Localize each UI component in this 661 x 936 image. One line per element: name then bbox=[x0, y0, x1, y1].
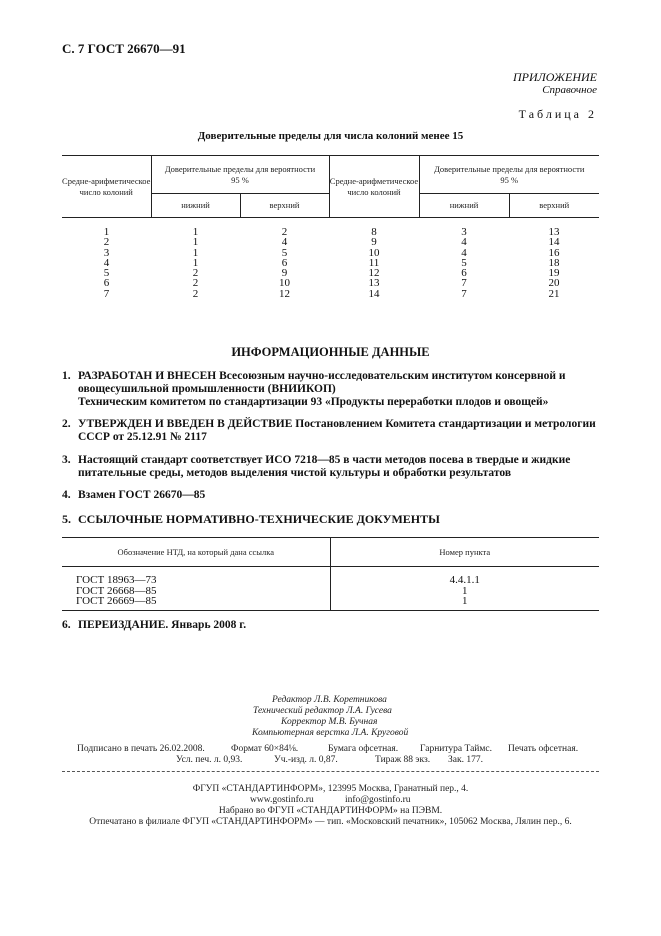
tech-editor: Технический редактор Л.А. Гусева bbox=[253, 706, 392, 716]
appendix-title: ПРИЛОЖЕНИЕ bbox=[513, 70, 597, 84]
table-row: ГОСТ 18963—73 4.4.1.1 bbox=[62, 575, 599, 586]
col-lower-right: нижний bbox=[419, 194, 509, 218]
table-row: 5 2 9 12 6 19 bbox=[103, 267, 560, 280]
col-doc: Обозначение НТД, на который дана ссылка bbox=[62, 538, 330, 567]
table2-caption: Доверительные пределы для числа колоний менее 15 bbox=[197, 130, 464, 142]
printed-note: Отпечатано в филиале ФГУП «СТАНДАРТИНФОРМ» — тип. «Московский печатник», 105062 Москва, Лялин пер., 6. bbox=[89, 817, 572, 827]
table-label: Таблица 2 bbox=[518, 107, 597, 121]
signed-date: Подписано в печать 26.02.2008. bbox=[77, 744, 205, 754]
info-item-2: 2. УТВЕРЖДЕН И ВВЕДЕН В ДЕЙСТВИЕ Постановлением Комитета стандартизации и метрологии СССР от 25.12.91 № 2117 bbox=[62, 418, 596, 443]
table2 bbox=[62, 155, 599, 299]
info-item-1: 1. РАЗРАБОТАН И ВНЕСЕН Всесоюзным научно-исследовательским институтом консервной и овощесушильной промышленности (ВНИИКОП) Техническим комитетом по стандартизации 93 «Продукты переработки плодов и овощей» bbox=[62, 370, 566, 408]
col-upper-right: верхний bbox=[509, 194, 599, 218]
info-item-4: 4. Взамен ГОСТ 26670—85 bbox=[62, 489, 206, 501]
col-lower-left: нижний bbox=[151, 194, 240, 218]
col-point: Номер пункта bbox=[439, 547, 491, 557]
col-upper-left: верхний bbox=[240, 194, 329, 218]
corrector: Корректор М.В. Бучная bbox=[281, 717, 378, 727]
appendix-subtitle: Справочное bbox=[542, 84, 597, 96]
email: info@gostinfo.ru bbox=[345, 795, 411, 805]
imprint-divider bbox=[62, 771, 599, 772]
zakaz: Зак. 177. bbox=[448, 755, 483, 765]
format: Формат 60×84⅛. bbox=[231, 744, 299, 754]
layout-designer: Компьютерная верстка Л.А. Круговой bbox=[252, 728, 409, 738]
table-row: ГОСТ 26668—85 1 bbox=[62, 586, 599, 597]
editor: Редактор Л.В. Коретникова bbox=[272, 695, 387, 705]
table-row: 2 1 4 9 4 14 bbox=[103, 236, 560, 249]
page-header: С. 7 ГОСТ 26670—91 bbox=[62, 41, 186, 56]
ref-table bbox=[62, 537, 599, 611]
table-row: ГОСТ 26669—85 1 bbox=[62, 596, 599, 611]
tirazh: Тираж 88 экз. bbox=[375, 755, 431, 765]
col-limits-right: Доверительные пределы для вероятности 95 % bbox=[419, 156, 599, 194]
table-row: 3 1 5 10 4 16 bbox=[103, 246, 560, 259]
org-address: ФГУП «СТАНДАРТИНФОРМ», 123995 Москва, Гранатный пер., 4. bbox=[192, 784, 469, 794]
table-row: 7 2 12 14 7 21 bbox=[103, 287, 560, 300]
typeset-note: Набрано во ФГУП «СТАНДАРТИНФОРМ» на ПЭВМ. bbox=[218, 806, 443, 816]
info-item-5: 5. ССЫЛОЧНЫЕ НОРМАТИВНО-ТЕХНИЧЕСКИЕ ДОКУМЕНТЫ bbox=[62, 512, 440, 526]
website: www.gostinfo.ru bbox=[250, 795, 314, 805]
table-row: 1 1 2 8 3 13 bbox=[103, 226, 560, 238]
typeface: Гарнитура Таймс. bbox=[420, 744, 492, 754]
col-mean-left: Средне-арифметическое число колоний bbox=[62, 156, 151, 218]
print-type: Печать офсетная. bbox=[508, 744, 579, 754]
uch-izd: Уч.-изд. л. 0,87. bbox=[274, 755, 338, 765]
info-title: ИНФОРМАЦИОННЫЕ ДАННЫЕ bbox=[231, 345, 430, 359]
usl-pech: Усл. печ. л. 0,93. bbox=[176, 755, 243, 765]
table-row: 6 2 10 13 7 20 bbox=[103, 277, 560, 290]
paper: Бумага офсетная. bbox=[328, 744, 399, 754]
table-row: 4 1 6 11 5 18 bbox=[103, 256, 560, 269]
col-mean-right: Средне-арифметическое число колоний bbox=[329, 156, 419, 218]
info-item-3: 3. Настоящий стандарт соответствует ИСО 7218—85 в части методов посева в твердые и жидкие питательные среды, методов выделения чистой культуры и обработки результатов bbox=[62, 454, 571, 479]
info-item-6: 6. ПЕРЕИЗДАНИЕ. Январь 2008 г. bbox=[62, 619, 247, 631]
col-limits-left: Доверительные пределы для вероятности 95 % bbox=[151, 156, 329, 194]
